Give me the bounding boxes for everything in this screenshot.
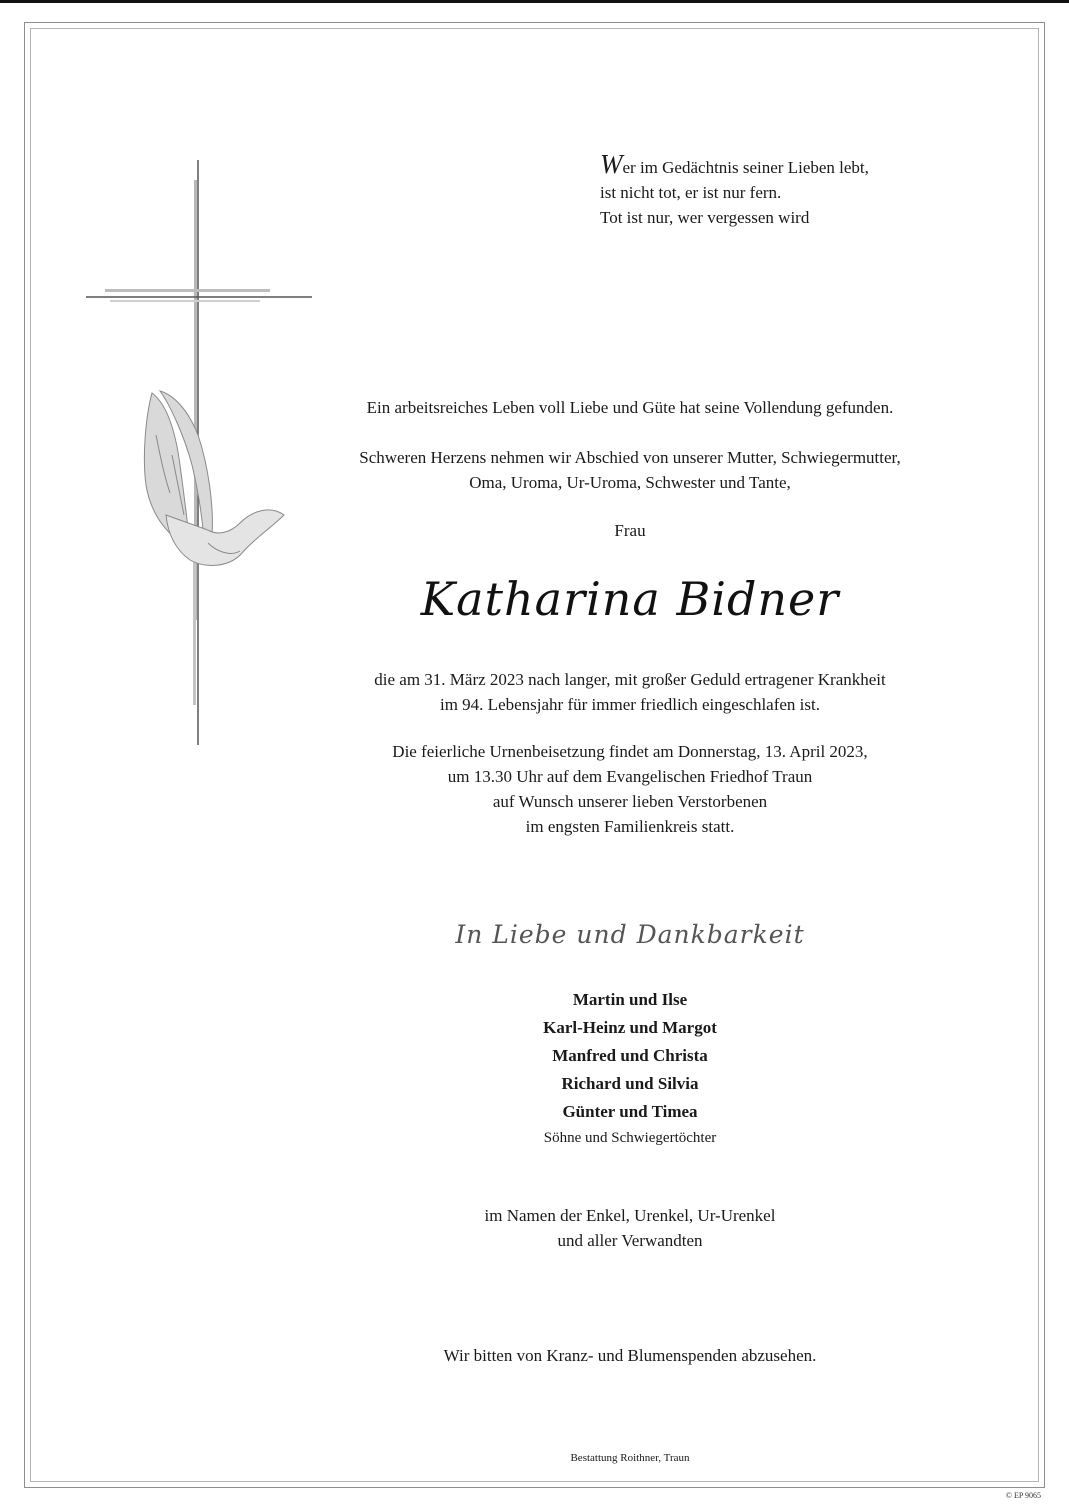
gratitude-heading: In Liebe und Dankbarkeit	[455, 920, 805, 949]
deceased-name: Katharina Bidner	[420, 572, 840, 626]
verse-line-3: Tot ist nur, wer vergessen wird	[600, 208, 810, 227]
funeral-line-4: im engsten Familienkreis statt.	[525, 817, 735, 836]
intro-text: Ein arbeitsreiches Leben voll Liebe und Güte hat seine Vollendung gefunden.	[366, 398, 894, 417]
donation-request: Wir bitten von Kranz- und Blumenspenden abzusehen.	[443, 1346, 817, 1365]
top-edge-line	[0, 0, 1069, 3]
mourner-entry: Günter und Timea	[562, 1102, 698, 1121]
farewell-line-2: Oma, Uroma, Ur-Uroma, Schwester und Tante,	[469, 473, 791, 492]
mourner-entry: Martin und Ilse	[572, 990, 688, 1009]
undertaker-credit: Bestattung Roithner, Traun	[570, 1452, 690, 1464]
funeral-details	[300, 739, 960, 839]
verse-initial: W	[600, 149, 623, 179]
mourner-entry: Manfred und Christa	[552, 1046, 708, 1065]
funeral-line-1: Die feierliche Urnenbeisetzung findet am Donnerstag, 13. April 2023,	[392, 742, 868, 761]
cross-with-praying-hands-icon	[80, 155, 320, 755]
death-notice	[300, 667, 960, 717]
death-notice-line-1: die am 31. März 2023 nach langer, mit großer Geduld ertragener Krankheit	[374, 670, 886, 689]
relatives-line-2: und aller Verwandten	[557, 1231, 703, 1250]
memorial-verse	[600, 149, 869, 230]
mourner-entry: Richard und Silvia	[561, 1074, 699, 1093]
relatives-line-1: im Namen der Enkel, Urenkel, Ur-Urenkel	[484, 1206, 776, 1225]
relatives-text	[300, 1203, 960, 1253]
salutation: Frau	[614, 521, 646, 540]
farewell-line-1: Schweren Herzens nehmen wir Abschied von unserer Mutter, Schwiegermutter,	[359, 448, 901, 467]
mourners-role: Söhne und Schwiegertöchter	[543, 1130, 717, 1146]
praying-hands-icon	[144, 391, 284, 565]
funeral-line-2: um 13.30 Uhr auf dem Evangelischen Friedhof Traun	[447, 767, 813, 786]
verse-line-2: ist nicht tot, er ist nur fern.	[600, 183, 782, 202]
death-notice-line-2: im 94. Lebensjahr für immer friedlich eingeschlafen ist.	[439, 695, 820, 714]
farewell-text	[300, 445, 960, 495]
funeral-line-3: auf Wunsch unserer lieben Verstorbenen	[492, 792, 768, 811]
copyright-note: © EP 9065	[1005, 1491, 1041, 1500]
mourner-entry: Karl-Heinz und Margot	[543, 1018, 717, 1037]
verse-line-1: er im Gedächtnis seiner Lieben lebt,	[622, 158, 869, 177]
mourners-list	[300, 986, 960, 1150]
